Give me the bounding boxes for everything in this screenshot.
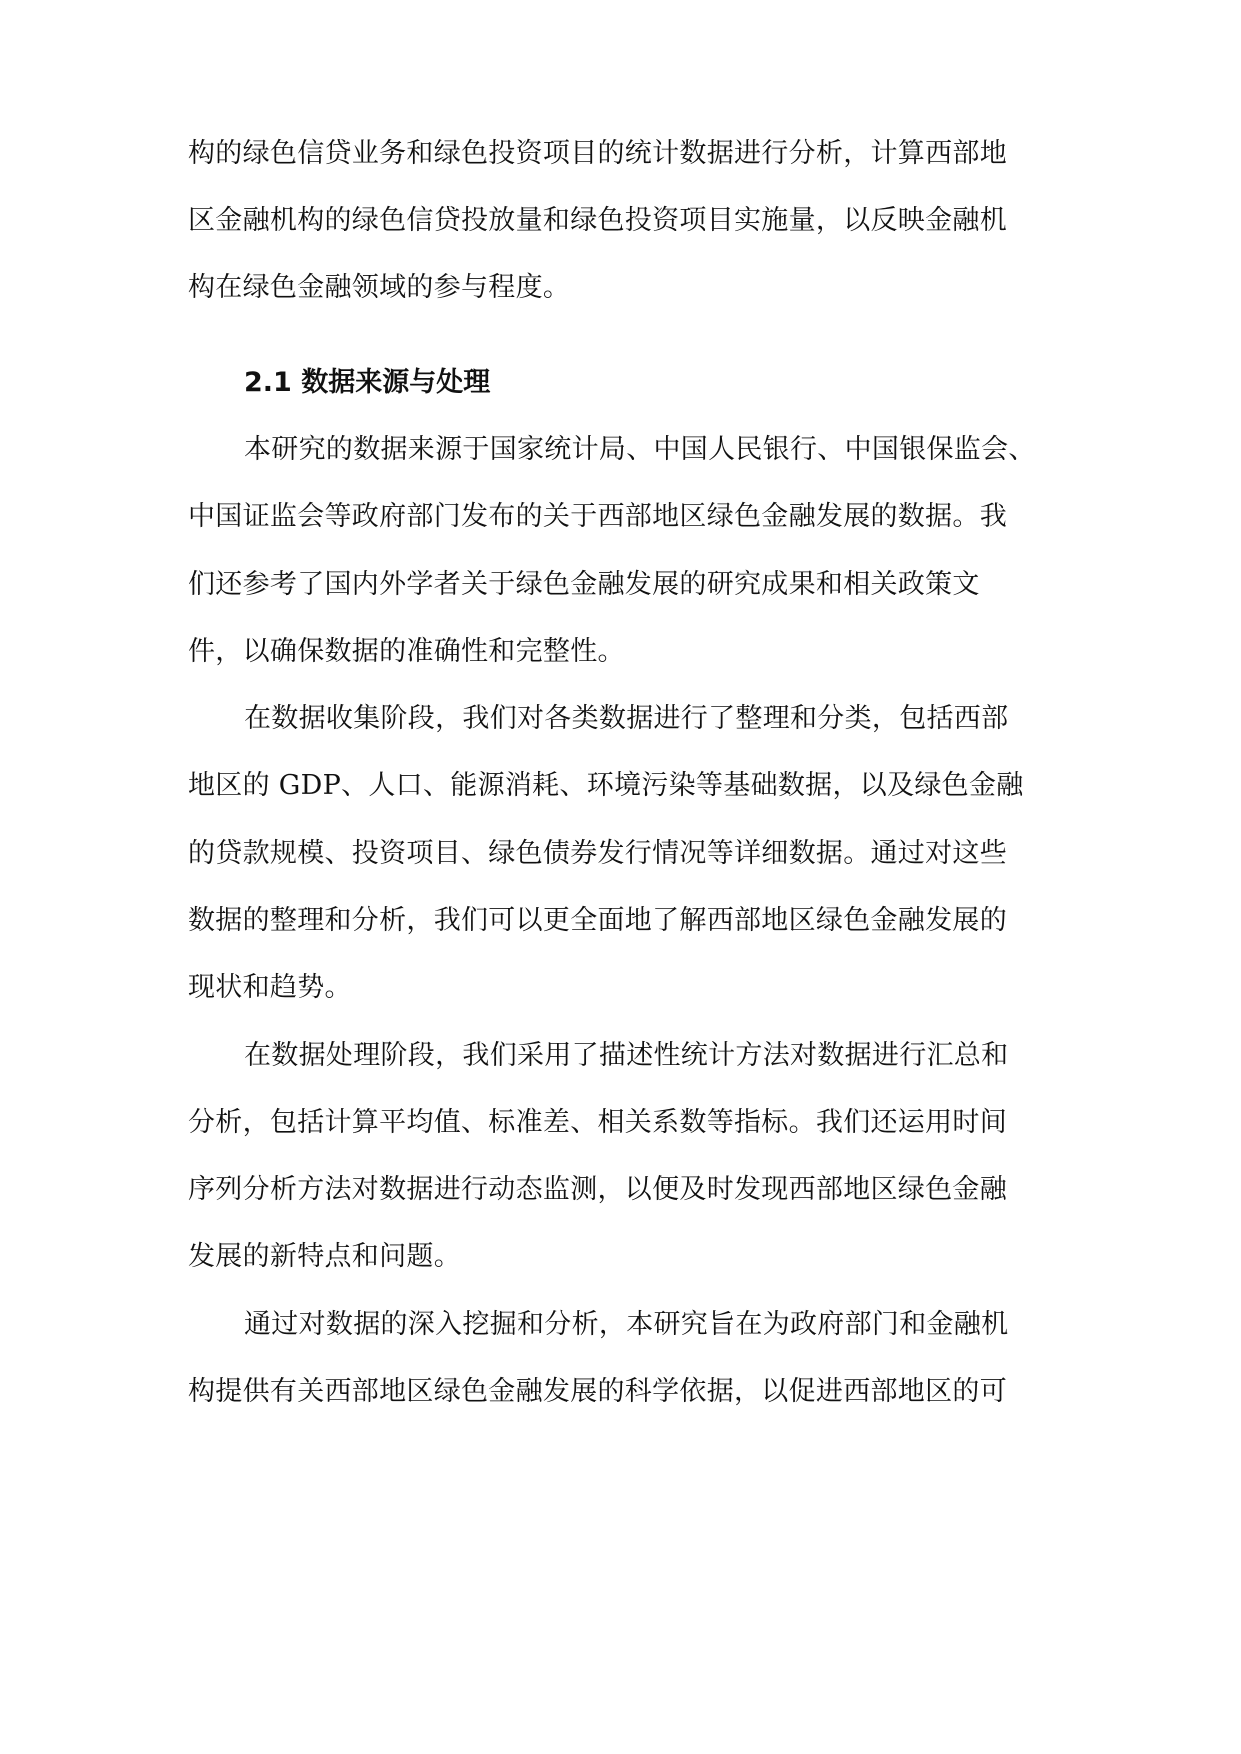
- section-heading: 2.1 数据来源与处理: [244, 367, 491, 398]
- paragraph-4-line-2: 构提供有关西部地区绿色金融发展的科学依据，以促进西部地区的可: [188, 1376, 1007, 1407]
- paragraph-2-line-5: 现状和趋势。: [188, 972, 352, 1003]
- paragraph-4-line-1: 通过对数据的深入挖掘和分析，本研究旨在为政府部门和金融机: [244, 1309, 1009, 1340]
- paragraph-3-line-3: 序列分析方法对数据进行动态监测，以便及时发现西部地区绿色金融: [188, 1174, 1007, 1205]
- intro-line-2: 区金融机构的绿色信贷投放量和绿色投资项目实施量，以反映金融机: [188, 205, 1007, 236]
- paragraph-2-line-4: 数据的整理和分析，我们可以更全面地了解西部地区绿色金融发展的: [188, 905, 1007, 936]
- intro-line-1: 构的绿色信贷业务和绿色投资项目的统计数据进行分析，计算西部地: [188, 138, 1007, 169]
- paragraph-2-line-2: 地区的 GDP、人口、能源消耗、环境污染等基础数据，以及绿色金融: [188, 770, 1024, 801]
- paragraph-1-line-2: 中国证监会等政府部门发布的关于西部地区绿色金融发展的数据。我: [188, 501, 1007, 532]
- paragraph-3-line-2: 分析，包括计算平均值、标准差、相关系数等指标。我们还运用时间: [188, 1107, 1007, 1138]
- paragraph-2-line-3: 的贷款规模、投资项目、绿色债券发行情况等详细数据。通过对这些: [188, 838, 1007, 869]
- paragraph-1-line-4: 件，以确保数据的准确性和完整性。: [188, 636, 625, 667]
- paragraph-3-line-4: 发展的新特点和问题。: [188, 1241, 461, 1272]
- paragraph-3-line-1: 在数据处理阶段，我们采用了描述性统计方法对数据进行汇总和: [244, 1040, 1009, 1071]
- intro-line-3: 构在绿色金融领域的参与程度。: [188, 272, 571, 303]
- paragraph-1-line-1: 本研究的数据来源于国家统计局、中国人民银行、中国银保监会、: [244, 434, 1036, 465]
- paragraph-1-line-3: 们还参考了国内外学者关于绿色金融发展的研究成果和相关政策文: [188, 569, 980, 600]
- paragraph-2-line-1: 在数据收集阶段，我们对各类数据进行了整理和分类，包括西部: [244, 703, 1009, 734]
